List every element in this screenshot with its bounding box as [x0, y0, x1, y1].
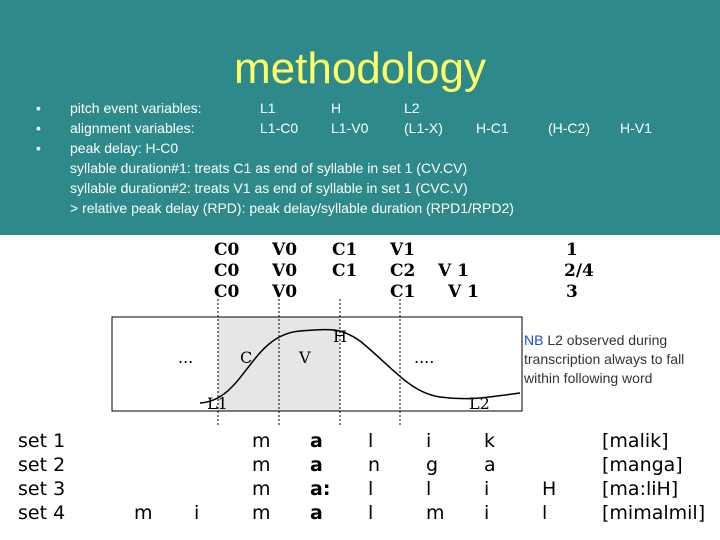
set-cell: l — [368, 430, 374, 452]
set-transcription: [malik] — [602, 430, 669, 452]
set-cell: m — [252, 430, 271, 452]
set-name: set 3 — [18, 478, 66, 500]
label-l1: L1 — [207, 394, 228, 413]
set-cell: a — [310, 430, 323, 452]
set-cell: a — [484, 454, 496, 476]
set-cell: l — [426, 478, 432, 500]
set-name: set 4 — [18, 502, 66, 524]
set-cell: k — [484, 430, 496, 452]
set-cell: m — [426, 502, 445, 524]
seg-r2-c1: C0 — [214, 261, 240, 281]
align-col-4: H-C1 — [476, 120, 509, 136]
seg-r3-c5: V 1 — [448, 282, 479, 302]
set-name: set 1 — [18, 430, 66, 452]
seg-r3-c2: V0 — [272, 282, 298, 302]
align-col-6: H-V1 — [620, 120, 652, 136]
set-cell: l — [368, 478, 374, 500]
seg-r1-c2: V0 — [272, 240, 298, 260]
extra-line-2: syllable duration#2: treats V1 as end of syllable in set 1 (CVC.V) — [70, 180, 468, 196]
set-cell: a: — [310, 478, 331, 500]
set-cell: m — [252, 478, 271, 500]
seg-r1-c1: C0 — [214, 240, 240, 260]
set-cell: i — [484, 502, 490, 524]
seg-r1-c3: C1 — [332, 240, 358, 260]
nb-label: NB — [524, 332, 544, 348]
bullet-dot: • — [36, 140, 41, 156]
set-cell: m — [134, 502, 153, 524]
nb-note — [524, 331, 714, 388]
seg-r2-c2: V0 — [272, 261, 298, 281]
bullet-dot: • — [36, 120, 41, 136]
seg-r1-c4: V1 — [390, 240, 416, 260]
seg-r1-c6: 1 — [566, 240, 578, 260]
bullet-label-alignment: alignment variables: — [70, 120, 195, 136]
label-dots-right: .... — [414, 348, 435, 367]
set-transcription: [manga] — [602, 454, 683, 476]
seg-r3-c4: C1 — [390, 282, 416, 302]
set-cell: a — [310, 502, 323, 524]
bullet-dot: • — [36, 100, 41, 116]
align-col-1: L1-C0 — [260, 120, 299, 136]
set-cell: i — [194, 502, 200, 524]
set-cell: i — [426, 430, 432, 452]
bullet-label-peak: peak delay: H-C0 — [70, 140, 179, 156]
set-cell: m — [252, 454, 271, 476]
label-h: H — [333, 327, 347, 346]
align-col-3: (L1-X) — [404, 120, 443, 136]
seg-r3-c1: C0 — [214, 282, 240, 302]
align-col-5: (H-C2) — [548, 120, 590, 136]
set-cell: m — [252, 502, 271, 524]
set-cell: l — [542, 502, 548, 524]
extra-line-1: syllable duration#1: treats C1 as end of syllable in set 1 (CV.CV) — [70, 160, 468, 176]
seg-r2-c3: C1 — [332, 261, 358, 281]
seg-r3-c6: 3 — [566, 282, 578, 302]
seg-r2-c4: C2 — [390, 261, 416, 281]
set-name: set 2 — [18, 454, 66, 476]
set-transcription: [ma:liH] — [602, 478, 679, 500]
pitch-col-l1: L1 — [260, 100, 276, 116]
extra-line-3: > relative peak delay (RPD): peak delay/syllable duration (RPD1/RPD2) — [70, 200, 514, 216]
set-cell: l — [368, 502, 374, 524]
figure-panel — [0, 235, 720, 540]
seg-r2-c6: 2/4 — [564, 261, 594, 281]
set-cell: n — [368, 454, 381, 476]
set-cell: H — [542, 478, 557, 500]
slide-title: methodology — [234, 44, 486, 93]
seg-r2-c5: V 1 — [438, 261, 469, 281]
label-l2: L2 — [469, 394, 490, 413]
align-col-2: L1-V0 — [331, 120, 369, 136]
set-cell: i — [484, 478, 490, 500]
label-c: C — [240, 348, 253, 367]
label-dots-left: ... — [178, 348, 194, 367]
bullet-label-pitch: pitch event variables: — [70, 100, 202, 116]
set-cell: g — [426, 454, 439, 476]
set-transcription: [mimalmil] — [602, 502, 706, 524]
nb-text: L2 observed during transcription always to fall within following word — [524, 332, 685, 386]
pitch-col-l2: L2 — [404, 100, 420, 116]
set-cell: a — [310, 454, 323, 476]
pitch-col-h: H — [331, 100, 342, 116]
label-v: V — [299, 348, 311, 367]
